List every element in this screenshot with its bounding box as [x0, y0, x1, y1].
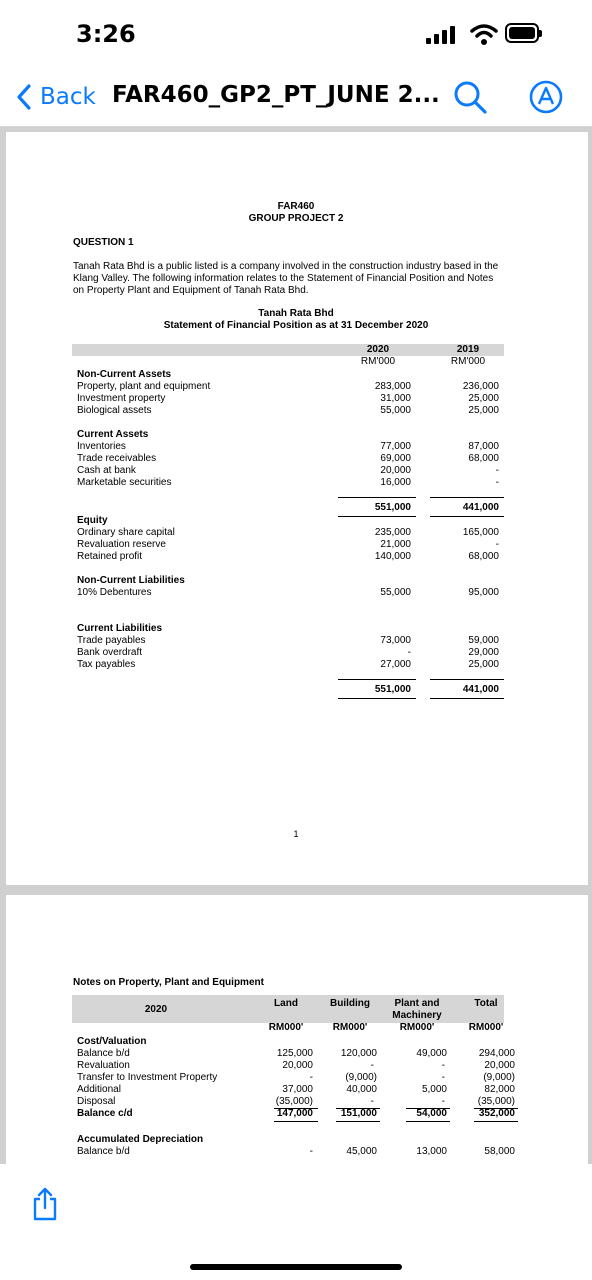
- question-heading: QUESTION 1: [73, 237, 134, 248]
- row-label: Cash at bank: [77, 465, 136, 476]
- notes-row-label: Revaluation: [77, 1060, 130, 1071]
- back-label: Back: [40, 84, 96, 110]
- value-2020: 31,000: [380, 393, 411, 404]
- notes-row-label: Balance c/d: [77, 1108, 133, 1119]
- value-2020: 283,000: [374, 381, 411, 392]
- value-2019: -: [495, 465, 499, 476]
- land-value: 20,000: [282, 1060, 313, 1071]
- building-value: -: [370, 1096, 374, 1107]
- total-value: 294,000: [478, 1048, 515, 1059]
- row-label: Retained profit: [77, 551, 143, 562]
- total-eq-2019: 441,000: [462, 684, 499, 695]
- cellular-signal-icon: [426, 26, 460, 44]
- battery-icon: [505, 23, 539, 43]
- company-name: Tanah Rata Bhd: [258, 308, 334, 319]
- underline: [430, 516, 504, 517]
- notes-year: 2020: [144, 1004, 168, 1015]
- notes-section-heading: Accumulated Depreciation: [77, 1134, 204, 1145]
- value-2019: 29,000: [468, 647, 499, 658]
- col-2019: 2019: [456, 344, 480, 355]
- land-value: -: [309, 1072, 313, 1083]
- col-2020: 2020: [366, 344, 390, 355]
- value-2019: 25,000: [468, 659, 499, 670]
- page-number: 1: [293, 829, 299, 839]
- value-2019: 59,000: [468, 635, 499, 646]
- row-label: 10% Debentures: [77, 587, 152, 598]
- value-2019: 87,000: [468, 441, 499, 452]
- section-heading: Non-Current Liabilities: [77, 575, 185, 586]
- value-2020: -: [407, 647, 411, 658]
- total-assets-2020: 551,000: [374, 502, 411, 513]
- underline: [274, 1121, 318, 1122]
- pm-value: 49,000: [416, 1048, 447, 1059]
- unit-2020: RM'000: [360, 356, 396, 367]
- course-code: FAR460: [277, 201, 315, 212]
- project-title: GROUP PROJECT 2: [248, 213, 344, 224]
- underline: [430, 679, 504, 680]
- row-label: Bank overdraft: [77, 647, 143, 658]
- wifi-icon: [470, 22, 498, 46]
- row-label: Trade receivables: [77, 453, 157, 464]
- value-2020: 55,000: [380, 587, 411, 598]
- unit-2019: RM'000: [450, 356, 486, 367]
- underline: [474, 1121, 518, 1122]
- building-value: -: [370, 1060, 374, 1071]
- underline: [338, 698, 416, 699]
- value-2020: 21,000: [380, 539, 411, 550]
- value-2020: 16,000: [380, 477, 411, 488]
- pdf-page-2: [6, 895, 588, 1164]
- intro-line: Tanah Rata Bhd is a public listed is a company involved in the construction industry based in the: [73, 261, 499, 272]
- total-eq-2020: 551,000: [374, 684, 411, 695]
- unit-building: RM000': [332, 1022, 368, 1033]
- value-2020: 69,000: [380, 453, 411, 464]
- intro-line: on Property Plant and Equipment of Tanah Rata Bhd.: [73, 285, 309, 296]
- underline: [338, 516, 416, 517]
- markup-icon[interactable]: [528, 79, 564, 115]
- home-indicator[interactable]: [190, 1264, 402, 1270]
- row-label: Trade payables: [77, 635, 146, 646]
- share-icon[interactable]: [30, 1186, 60, 1222]
- pm-value: 54,000: [416, 1108, 447, 1119]
- building-value: 40,000: [346, 1084, 377, 1095]
- bottom-toolbar: [0, 1164, 592, 1280]
- total-value: (35,000): [477, 1096, 515, 1107]
- notes-row-label: Balance b/d: [77, 1048, 130, 1059]
- pm-value: -: [441, 1096, 445, 1107]
- row-label: Investment property: [77, 393, 166, 404]
- col-building: Building: [330, 998, 370, 1009]
- value-2020: 140,000: [374, 551, 411, 562]
- total-assets-2019: 441,000: [462, 502, 499, 513]
- total-value: (9,000): [483, 1072, 515, 1083]
- unit-land: RM000': [268, 1022, 304, 1033]
- pm-value: 5,000: [421, 1084, 447, 1095]
- notes-title: Notes on Property, Plant and Equipment: [73, 977, 264, 988]
- building-value: 120,000: [340, 1048, 377, 1059]
- land-value: (35,000): [275, 1096, 313, 1107]
- back-button[interactable]: [16, 80, 96, 114]
- land-value: 147,000: [276, 1108, 313, 1119]
- section-heading: Current Assets: [77, 429, 149, 440]
- status-time: 3:26: [76, 20, 136, 48]
- underline: [338, 679, 416, 680]
- land-value: 125,000: [276, 1048, 313, 1059]
- value-2019: -: [495, 539, 499, 550]
- col-total: Total: [474, 998, 498, 1009]
- row-label: Biological assets: [77, 405, 152, 416]
- total-value: 352,000: [478, 1108, 515, 1119]
- underline: [336, 1121, 380, 1122]
- value-2020: 20,000: [380, 465, 411, 476]
- notes-section-heading: Cost/Valuation: [77, 1036, 147, 1047]
- section-heading: Equity: [77, 515, 108, 526]
- value-2020: 77,000: [380, 441, 411, 452]
- notes-row-label: Transfer to Investment Property: [77, 1072, 218, 1083]
- search-icon[interactable]: [452, 79, 488, 115]
- value-2020: 73,000: [380, 635, 411, 646]
- intro-line: Klang Valley. The following information relates to the Statement of Financial Position and Notes: [73, 273, 494, 284]
- value-2020: 235,000: [374, 527, 411, 538]
- value-2020: 55,000: [380, 405, 411, 416]
- value-2019: 95,000: [468, 587, 499, 598]
- document-title: FAR460_GP2_PT_JUNE 2...: [112, 82, 440, 108]
- row-label: Revaluation reserve: [77, 539, 166, 550]
- building-value: 151,000: [340, 1108, 377, 1119]
- value-2019: 236,000: [462, 381, 499, 392]
- col-land: Land: [274, 998, 298, 1009]
- row-label: Marketable securities: [77, 477, 172, 488]
- col-plant-machinery: Machinery: [392, 1010, 442, 1021]
- section-heading: Non-Current Assets: [77, 369, 172, 380]
- total-value: 20,000: [484, 1060, 515, 1071]
- value-2019: -: [495, 477, 499, 488]
- chevron-left-icon: [16, 83, 32, 111]
- value-2019: 165,000: [462, 527, 499, 538]
- land-value: 37,000: [282, 1084, 313, 1095]
- statement-title: Statement of Financial Position as at 31 December 2020: [163, 320, 429, 331]
- row-label: Ordinary share capital: [77, 527, 175, 538]
- land-value: -: [309, 1146, 313, 1157]
- pm-value: -: [441, 1060, 445, 1071]
- building-value: (9,000): [345, 1072, 377, 1083]
- row-label: Tax payables: [77, 659, 136, 670]
- underline: [430, 698, 504, 699]
- section-heading: Current Liabilities: [77, 623, 163, 634]
- value-2019: 25,000: [468, 405, 499, 416]
- document-viewer[interactable]: [0, 127, 592, 1164]
- notes-row-label: Additional: [77, 1084, 121, 1095]
- nav-bar: [0, 70, 592, 127]
- underline: [430, 497, 504, 498]
- value-2019: 68,000: [468, 453, 499, 464]
- pdf-page-1: [6, 132, 588, 885]
- pm-value: 13,000: [416, 1146, 447, 1157]
- unit-total: RM000': [468, 1022, 504, 1033]
- status-bar: [0, 0, 592, 70]
- building-value: 45,000: [346, 1146, 377, 1157]
- notes-row-label: Disposal: [77, 1096, 116, 1107]
- value-2019: 25,000: [468, 393, 499, 404]
- pm-value: -: [441, 1072, 445, 1083]
- col-plant-machinery: Plant and: [394, 998, 440, 1009]
- row-label: Property, plant and equipment: [77, 381, 211, 392]
- value-2019: 68,000: [468, 551, 499, 562]
- unit-pm: RM000': [399, 1022, 435, 1033]
- value-2020: 27,000: [380, 659, 411, 670]
- notes-row-label: Balance b/d: [77, 1146, 130, 1157]
- total-value: 58,000: [484, 1146, 515, 1157]
- underline: [406, 1121, 450, 1122]
- row-label: Inventories: [77, 441, 126, 452]
- total-value: 82,000: [484, 1084, 515, 1095]
- underline: [338, 497, 416, 498]
